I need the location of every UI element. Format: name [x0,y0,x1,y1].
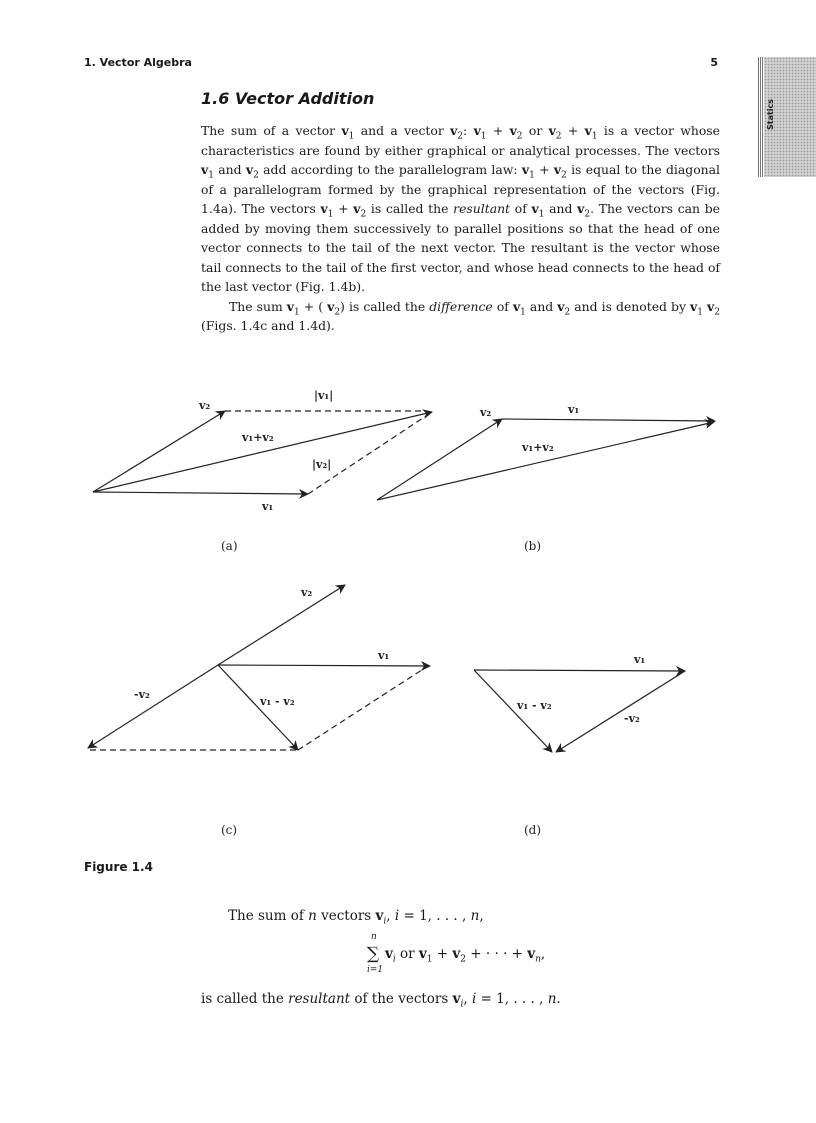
symbol-v2: v [707,298,715,314]
text: + ( [299,298,328,314]
text: , [463,991,472,1007]
text: , [540,946,546,962]
text: + [486,123,510,138]
vector-v2 [218,585,345,665]
symbol-vi: v [385,946,393,962]
label-v2: v₂ [480,406,492,419]
dashed-line [308,412,432,494]
subscript: 1 [591,131,598,142]
text: = 1, . . . , [399,908,471,924]
text: + [561,123,585,138]
section-title: 1.6 Vector Addition [201,89,375,108]
symbol-i: i [394,908,400,924]
label-v1: v₁ [262,500,274,513]
label-neg-v2: -v₂ [624,712,640,725]
sigma-lower-limit: i=1 [367,965,384,975]
panel-label-b: (b) [524,539,542,553]
subscript: 1 [538,209,545,220]
symbol-i: i [471,991,477,1007]
vector-neg-v2 [88,665,218,748]
symbol-vi: v [452,991,461,1007]
resultant-line: is called the resultant of the vectors $v_i$, i = 1, . . . , n. [201,991,561,1010]
symbol-v1: v [201,162,209,177]
panel-c-diagram [88,585,430,750]
vector-v1 [93,492,308,494]
label-difference: v₁ - v₂ [517,699,552,712]
text: (Figs. 1.4c and 1.4d). [201,318,335,333]
summation-formula [367,932,607,976]
symbol-v2: v [452,946,461,962]
subscript: 1 [697,306,703,317]
subscript: 2 [584,209,591,220]
label-v2: v₂ [301,586,313,599]
text: and [544,201,578,216]
vector-v2 [93,411,225,492]
subscript: 1 [293,306,300,317]
text: vectors [316,908,376,924]
vector-sum [93,412,432,492]
symbol-v1: v [473,123,481,138]
subscript: 1 [327,209,334,220]
symbol-v2: v [353,201,361,216]
text: The sum of [228,908,309,924]
label-v1: v₁ [568,403,580,416]
text: and is denoted by [570,298,691,314]
figure-caption: Figure 1.4 [84,860,153,874]
subscript: 1 [520,306,526,317]
text: and a vector [354,123,451,138]
subscript: 2 [561,170,567,181]
subscript: 2 [457,131,464,142]
page-number: 5 [710,56,718,69]
panel-label-d: (d) [524,823,542,837]
symbol-n: n [308,908,317,924]
symbol-v2: v [557,298,565,314]
text: The sum [229,298,287,314]
text: = 1, . . . , [476,991,548,1007]
text: or [522,123,549,138]
subscript: 2 [555,131,562,142]
symbol-v2: v [509,123,517,138]
text: . The vectors can be added by moving them successively to parallel positions so that the head of one vector connects to the tail of the next vector. The resultant is the vector whose tail connects to the tail of the first vector, and whose head connects to the head of the last vector (Fig. 1.4b). [201,201,720,294]
text: . [556,991,561,1007]
label-v2: v₂ [199,399,211,412]
term-resultant: resultant [453,201,511,216]
subscript: i [383,916,387,927]
text: of [492,298,513,314]
symbol-v1: v [690,298,698,314]
subscript: 2 [564,306,571,317]
term-resultant: resultant [288,991,351,1007]
symbol-v1: v [341,123,349,138]
text: ) is called the [340,298,430,314]
vector-sum [377,422,714,500]
sigma-upper-limit: n [371,932,377,942]
label-difference: v₁ - v₂ [260,695,295,708]
symbol-v1: v [418,946,427,962]
vector-v1 [218,665,430,666]
text: and [525,298,558,314]
text: , [479,908,484,924]
symbol-v1: v [286,298,294,314]
symbol-n: n [470,908,480,924]
symbol-v2: v [577,201,585,216]
subscript: 1 [480,131,487,142]
subscript: 2 [714,306,720,317]
symbol-v2: v [450,123,458,138]
panel-d-diagram [474,670,685,752]
symbol-v1: v [320,201,328,216]
text: + [534,162,554,177]
subscript: 2 [516,131,523,142]
panel-label-a: (a) [221,539,238,553]
symbol-v1: v [521,162,530,177]
symbol-v1: v [531,201,539,216]
text: of [510,201,532,216]
sigma-symbol: ∑ [367,944,380,964]
thumb-tab-label: Statics [766,98,775,130]
vector-v2 [377,419,502,500]
label-neg-v2: -v₂ [134,688,150,701]
symbol-v2: v [553,162,562,177]
text: is equal to the diagonal of a parallelogram formed by the graphical representation of the vectors (Fig. 1.4a). The vectors [201,162,720,216]
subscript: 2 [334,306,341,317]
text: + [432,946,453,962]
subscript: 2 [253,170,259,181]
dashed-line [298,666,428,750]
label-sum: v₁+v₂ [242,431,274,444]
label-v1: v₁ [634,653,646,666]
symbol-v2: v [245,162,254,177]
text: + [333,201,354,216]
panel-b-diagram [377,419,715,500]
label-v1: v₁ [378,649,390,662]
text: or [395,946,419,962]
term-difference: difference [429,298,493,314]
subscript: 1 [208,170,214,181]
panel-label-c: (c) [221,823,238,837]
text: : [463,123,474,138]
symbol-v2: v [327,298,335,314]
subscript: 1 [529,170,535,181]
subscript: 2 [360,209,367,220]
vector-v1 [502,419,715,421]
text: is called the [366,201,454,216]
formula-body: $v_i$ or $v_1 + v_2$ + · · · + $v_n$, [385,946,546,965]
vector-neg-v2 [556,671,685,752]
panel-a-diagram [93,411,432,494]
text: and [213,162,246,177]
vector-v1 [474,670,685,671]
symbol-n: n [547,991,557,1007]
text: is called the [201,991,289,1007]
symbol-v1: v [584,123,592,138]
text: , [386,908,395,924]
text: is a vector whose characteristics are found by either graphical or analytical processes. The vectors [201,123,721,158]
text: of the vectors [350,991,453,1007]
chapter-title: 1. Vector Algebra [84,56,192,69]
symbol-vn: v [527,946,536,962]
label-abs-v2: |v₂| [312,458,332,471]
text: add according to the parallelogram law: [258,162,522,177]
subscript: 1 [348,131,355,142]
label-sum: v₁+v₂ [522,441,554,454]
symbol-v1: v [512,298,521,314]
text: + · · · + [466,946,528,962]
symbol-v2: v [548,123,556,138]
text: The sum of a vector [201,123,342,138]
label-abs-v1: |v₁| [314,389,334,402]
sum-of-n-line [228,908,484,927]
symbol-vi: v [375,908,384,924]
